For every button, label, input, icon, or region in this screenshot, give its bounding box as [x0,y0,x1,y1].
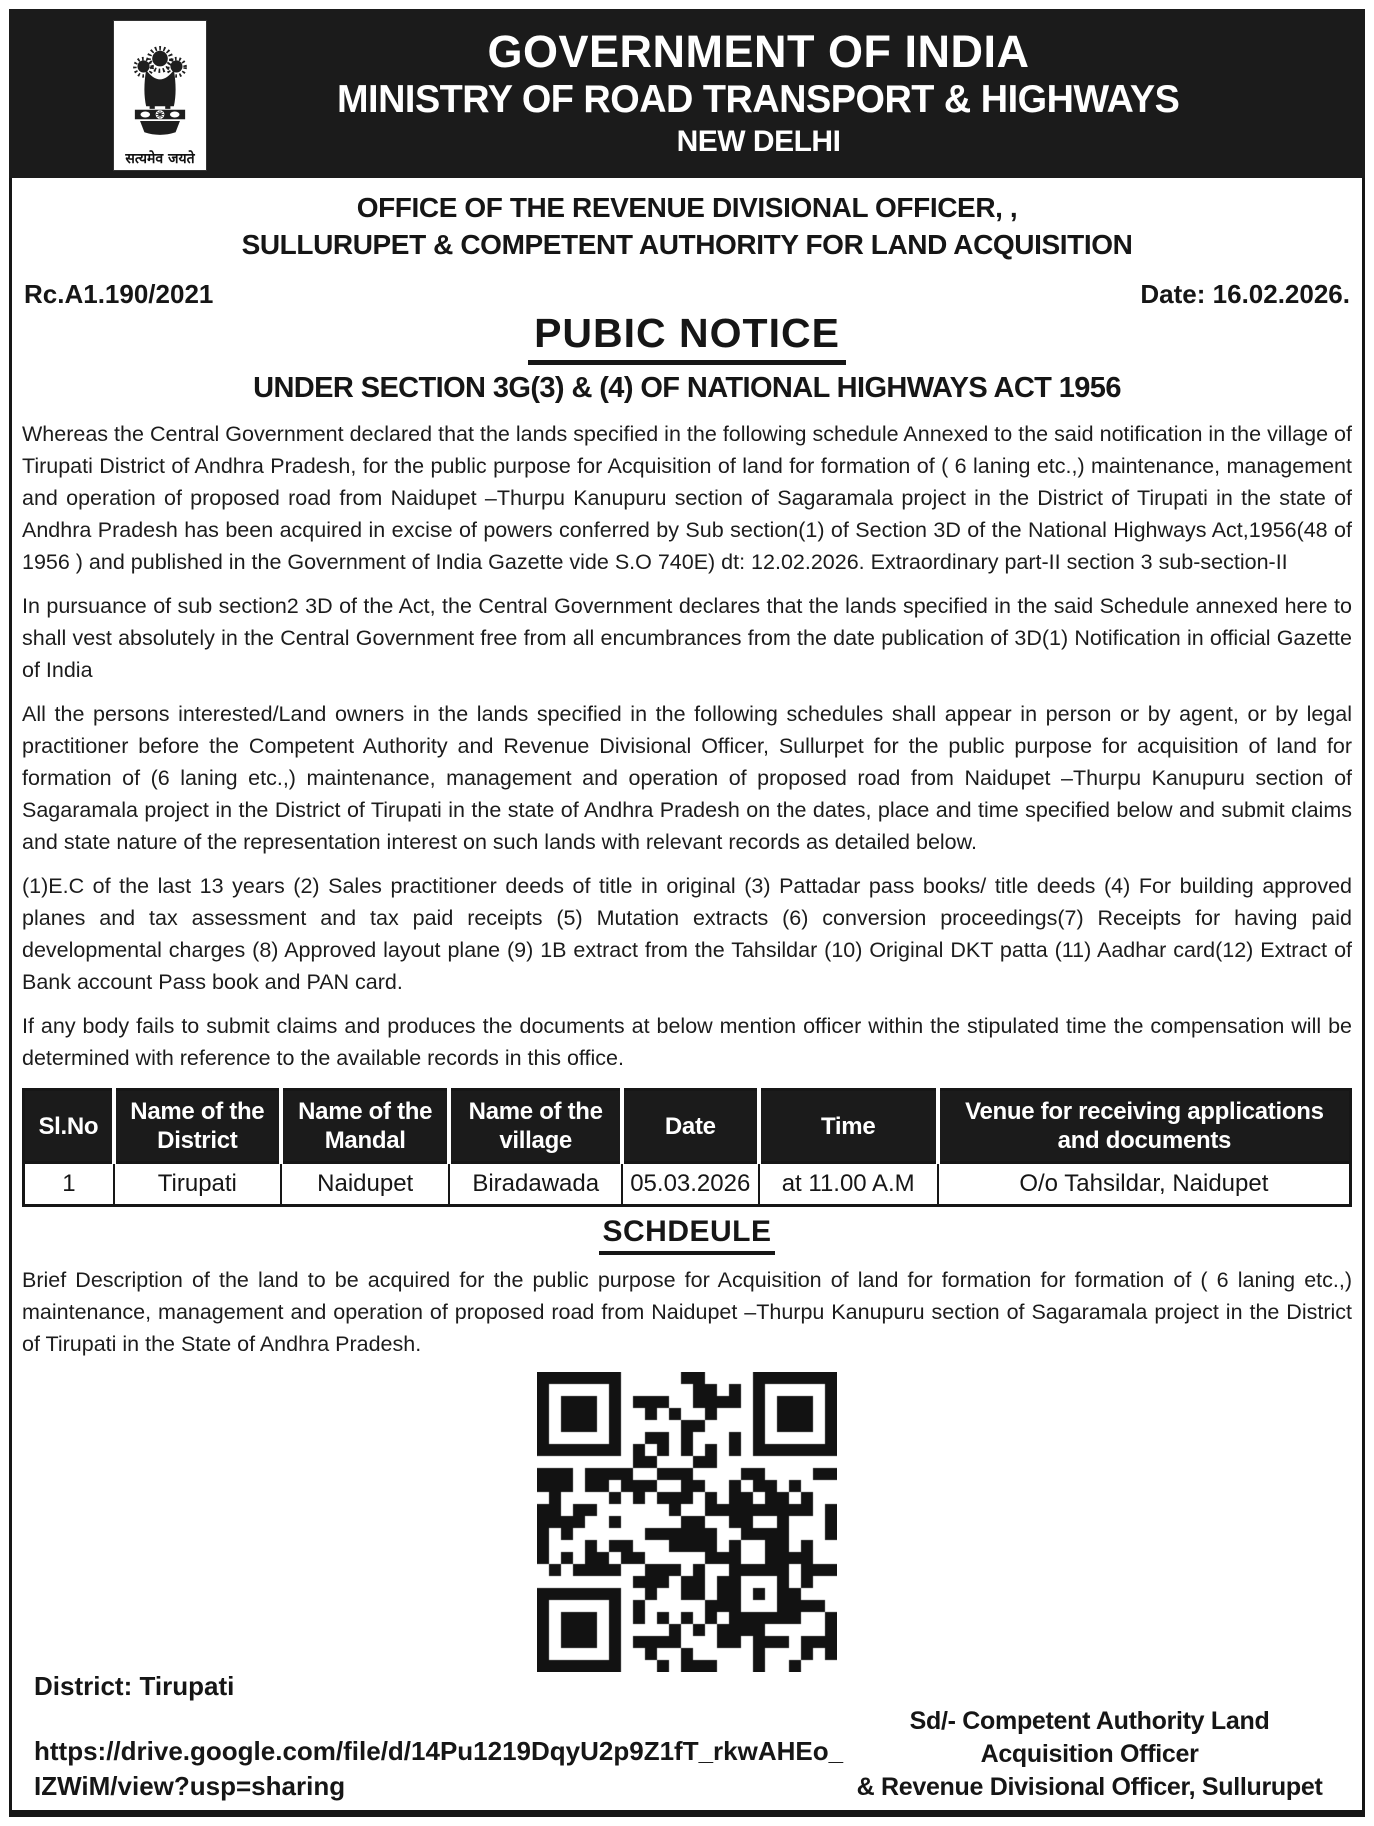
signature-line1: Sd/- Competent Authority Land Acquisition Officer [909,1707,1270,1768]
emblem-caption: सत्यमेव जयते [125,151,195,167]
table-header-slno: Sl.No [24,1090,114,1163]
emblem-box [113,20,207,171]
cell-mandal: Naidupet [281,1163,450,1206]
notice-paragraph-5: If any body fails to submit claims and produces the documents at below mention officer within the stipulated time the compensation will be determined with reference to the available records in this office. [22,1014,1352,1070]
office-heading [12,189,1362,263]
reference-date: Date: 16.02.2026. [1140,279,1350,309]
banner-title-line3: NEW DELHI [676,124,841,158]
table-header-time: Time [759,1090,938,1163]
table-row [24,1163,1351,1206]
ashoka-emblem-icon [121,41,199,151]
drive-url-line2: IZWiM/view?usp=sharing [34,1771,346,1801]
notice-title: PUBIC NOTICE [528,310,846,365]
notice-paragraph-1: Whereas the Central Government declared that the lands specified in the following schedule Annexed to the said notification in the village of Tirupati District of Andhra Pradesh, for the public purpose for Acquisition of land for formation of ( 6 laning etc.,) maintenance, management and operation of proposed road from Naidupet –Thurpu Kanupuru section of Sagaramala project in the District of Tirupati in the state of Andhra Pradesh has been acquired in excise of powers conferred by Sub section(1) of Section 3D of the National Highways Act,1956(48 of 1956 ) and published in the Government of India Gazette vide S.O 740E) dt: 12.02.2026. Extraordinary part-II section 3 sub-section-II [22,422,1352,574]
header-banner [9,9,1365,178]
content-frame [9,178,1365,1817]
schedule-title: SCHDEULE [599,1215,774,1255]
signature-line2: & Revenue Divisional Officer, Sullurupet [856,1773,1323,1801]
banner-title-line1: GOVERNMENT OF INDIA [487,25,1030,77]
office-heading-line1: OFFICE OF THE REVENUE DIVISIONAL OFFICER, , [356,192,1018,223]
cell-date: 05.03.2026 [622,1163,759,1206]
table-header-district: Name of the District [114,1090,281,1163]
schedule-description: Brief Description of the land to be acquired for the public purpose for Acquisition of land for formation for formation of ( 6 laning etc.,) maintenance, management and operation of proposed road from Naidupet –Thurpu Kanupuru section of Sagaramala project in the District of Tirupati in the State of Andhra Pradesh. [22,1268,1352,1356]
footer-row [34,1705,1340,1804]
table-header-venue: Venue for receiving applications and documents [938,1090,1351,1163]
cell-district: Tirupati [114,1163,281,1206]
notice-paragraph-3: All the persons interested/Land owners in the lands specified in the following schedules shall appear in person or by agent, or by legal practitioner before the Competent Authority and Revenue Divisional Officer, Sullurpet for the public purpose for acquisition of land for formation of (6 laning etc.,) maintenance, management and operation of proposed road from Naidupet –Thurpu Kanupuru section of Sagaramala project in the District of Tirupati in the state of Andhra Pradesh on the dates, place and time specified below and submit claims and state nature of the representation interest on such lands with relevant records as detailed below. [22,702,1352,854]
footer-district: District: Tirupati [34,1671,235,1701]
cell-time: at 11.00 A.M [759,1163,938,1206]
table-header-mandal: Name of the Mandal [281,1090,450,1163]
office-heading-line2: SULLURUPET & COMPETENT AUTHORITY FOR LAND ACQUISITION [241,229,1133,260]
drive-url-line1: https://drive.google.com/file/d/14Pu1219DqyU2p9Z1fT_rkwAHEo_ [34,1736,844,1766]
drive-url [34,1734,843,1804]
notice-paragraph-2: In pursuance of sub section2 3D of the Act, the Central Government declares that the lands specified in the said Schedule annexed here to shall vest absolutely in the Central Government free from all encumbrances from the date publication of 3D(1) Notification in official Gazette of India [22,594,1352,682]
reference-row [12,279,1362,310]
notice-paragraph-4: (1)E.C of the last 13 years (2) Sales practitioner deeds of title in original (3) Pattadar pass books/ title deeds (4) For building approved planes and tax assessment and tax paid receipts (5) Mutation extracts (6) conversion proceedings(7) Receipts for having paid developmental charges (8) Approved layout plane (9) 1B extract from the Tahsildar (10) Original DKT patta (11) Aadhar card(12) Extract of Bank account Pass book and PAN card. [22,874,1352,994]
banner-titles [207,9,1365,178]
qr-wrap [12,1372,1362,1672]
schedule-table [22,1088,1352,1207]
signature-block [843,1705,1340,1804]
footer [34,1670,1340,1804]
notice-subtitle: UNDER SECTION 3G(3) & (4) OF NATIONAL HIGHWAYS ACT 1956 [253,372,1121,404]
qr-code [537,1372,837,1672]
table-header-village: Name of the village [449,1090,622,1163]
table-header-date: Date [622,1090,759,1163]
banner-title-line2: MINISTRY OF ROAD TRANSPORT & HIGHWAYS [337,77,1180,121]
schedule-title-wrap [12,1215,1362,1255]
reference-number: Rc.A1.190/2021 [24,279,214,309]
cell-village: Biradawada [449,1163,622,1206]
cell-slno: 1 [24,1163,114,1206]
table-header-row [24,1090,1351,1163]
notice-title-wrap [12,310,1362,365]
cell-venue: O/o Tahsildar, Naidupet [938,1163,1351,1206]
